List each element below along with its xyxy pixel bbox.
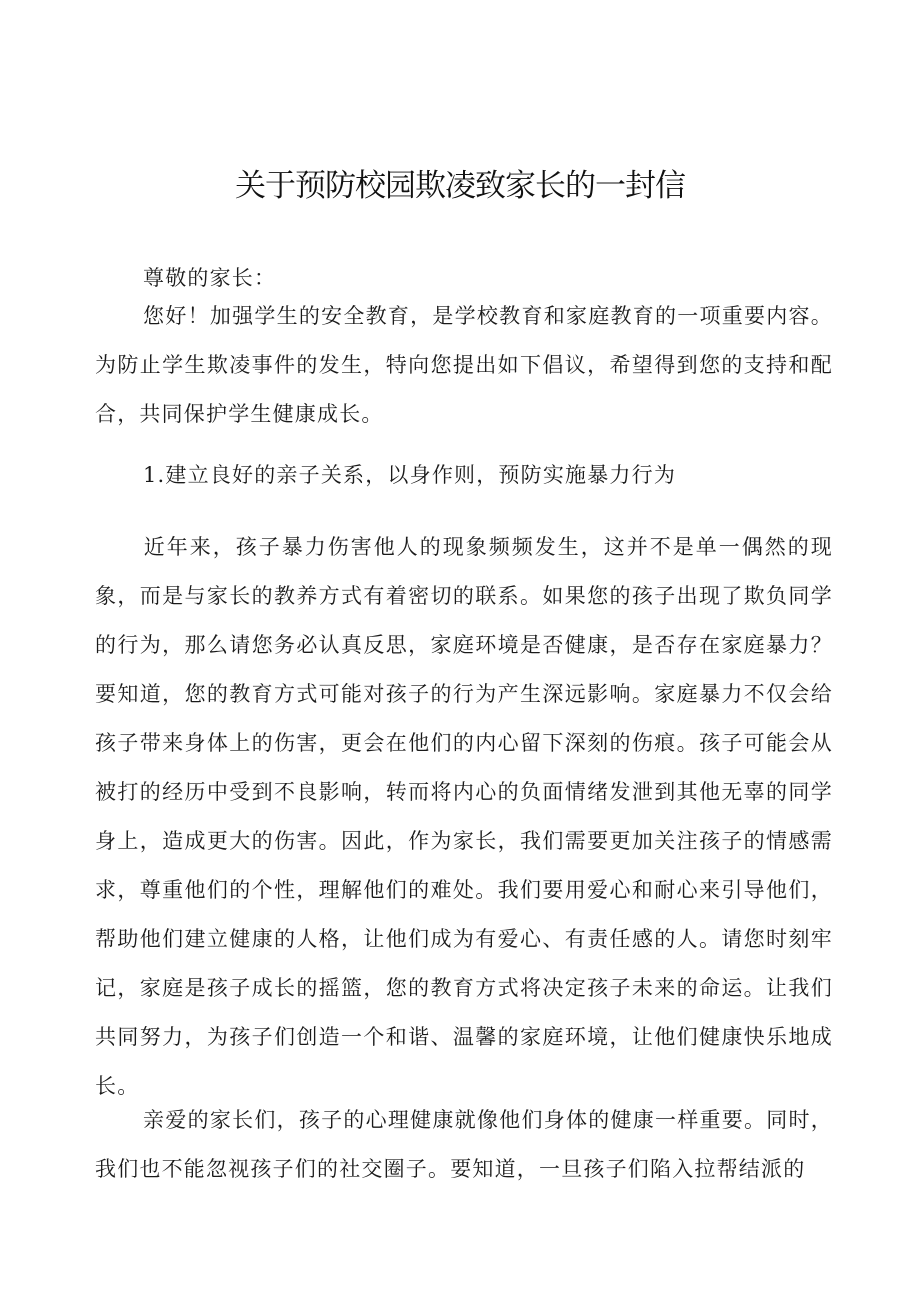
paragraph-mental-health: [95, 1096, 833, 1194]
paragraph-mental-health-text: 亲爱的家长们，孩子的心理健康就像他们身体的健康一样重要。同时，我们也不能忽视孩子们的社交圈子。要知道，一旦孩子们陷入拉帮结派的: [95, 1108, 833, 1181]
paragraph-family-violence-text: 近年来，孩子暴力伤害他人的现象频频发生，这并不是单一偶然的现象，而是与家长的教养方式有着密切的联系。如果您的孩子出现了欺负同学的行为，那么请您务必认真反思，家庭环境是否健康，是否存在家庭暴力？要知道，您的教育方式可能对孩子的行为产生深远影响。家庭暴力不仅会给孩子带来身体上的伤害，更会在他们的内心留下深刻的伤痕。孩子可能会从被打的经历中受到不良影响，转而将内心的负面情绪发泄到其他无辜的同学身上，造成更大的伤害。因此，作为家长，我们需要更加关注孩子的情感需求，尊重他们的个性，理解他们的难处。我们要用爱心和耐心来引导他们，帮助他们建立健康的人格，让他们成为有爱心、有责任感的人。请您时刻牢记，家庭是孩子成长的摇篮，您的教育方式将决定孩子未来的命运。让我们共同努力，为孩子们创造一个和谐、温馨的家庭环境，让他们健康快乐地成长。: [95, 535, 833, 1098]
paragraph-intro-text: 您好！加强学生的安全教育，是学校教育和家庭教育的一项重要内容。为防止学生欺凌事件的发生，特向您提出如下倡议，希望得到您的支持和配合，共同保护学生健康成长。: [95, 304, 833, 426]
paragraph-family-violence: [95, 523, 833, 1111]
page-title: 关于预防校园欺凌致家长的一封信: [235, 168, 685, 204]
greeting-text: 尊敬的家长：: [143, 266, 277, 290]
section-heading-1-text: 1.建立良好的亲子关系，以身作则，预防实施暴力行为: [143, 463, 677, 487]
section-heading-1: [95, 451, 833, 500]
paragraph-intro: [95, 292, 833, 439]
